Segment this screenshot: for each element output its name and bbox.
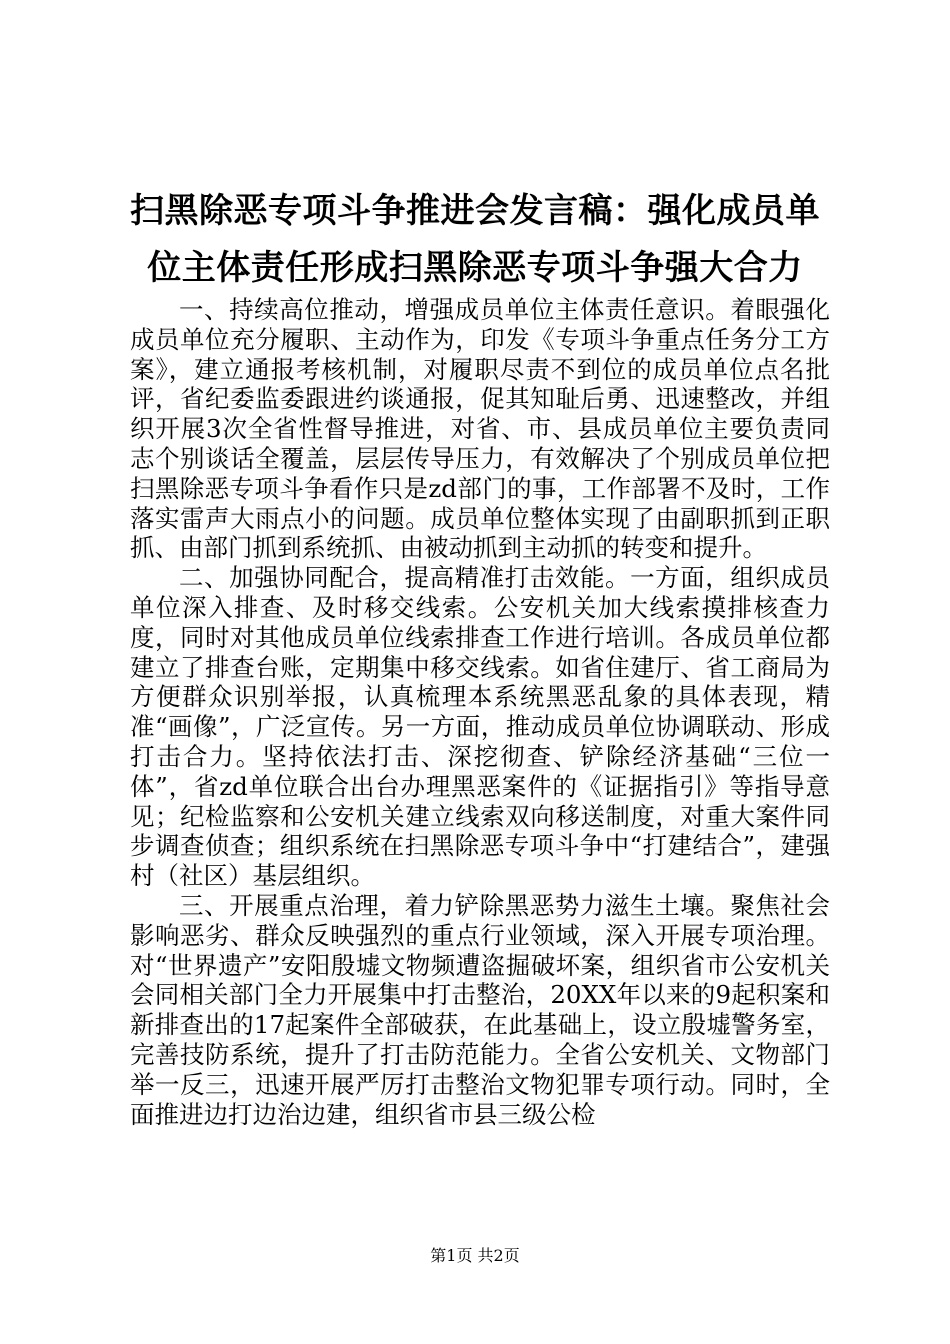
document-body bbox=[130, 295, 830, 1129]
paragraph-2: 二、加强协同配合，提高精准打击效能。一方面，组织成员单位深入排查、及时移交线索。公安机关加大线索摸排核查力度，同时对其他成员单位线索排查工作进行培训。各成员单位都建立了排查台账，定期集中移交线索。如省住建厅、省工商局为方便群众识别举报，认真梳理本系统黑恶乱象的具体表现，精准“画像”，广泛宣传。另一方面，推动成员单位协调联动、形成打击合力。坚持依法打击、深挖彻查、铲除经济基础“三位一体”，省zd单位联合出台办理黑恶案件的《证据指引》等指导意见；纪检监察和公安机关建立线索双向移送制度，对重大案件同步调查侦查；组织系统在扫黑除恶专项斗争中“打建结合”，建强村（社区）基层组织。 bbox=[130, 563, 830, 891]
paragraph-1: 一、持续高位推动，增强成员单位主体责任意识。着眼强化成员单位充分履职、主动作为，印发《专项斗争重点任务分工方案》，建立通报考核机制，对履职尽责不到位的成员单位点名批评，省纪委监委跟进约谈通报，促其知耻后勇、迅速整改，并组织开展3次全省性督导推进，对省、市、县成员单位主要负责同志个别谈话全覆盖，层层传导压力，有效解决了个别成员单位把扫黑除恶专项斗争看作只是zd部门的事，工作部署不及时，工作落实雷声大雨点小的问题。成员单位整体实现了由副职抓到正职抓、由部门抓到系统抓、由被动抓到主动抓的转变和提升。 bbox=[130, 295, 830, 563]
paragraph-3: 三、开展重点治理，着力铲除黑恶势力滋生土壤。聚焦社会影响恶劣、群众反映强烈的重点行业领域，深入开展专项治理。对“世界遗产”安阳殷墟文物频遭盗掘破坏案，组织省市公安机关会同相关部门全力开展集中打击整治，20XX年以来的9起积案和新排查出的17起案件全部破获，在此基础上，设立殷墟警务室，完善技防系统，提升了打击防范能力。全省公安机关、文物部门举一反三，迅速开展严厉打击整治文物犯罪专项行动。同时，全面推进边打边治边建，组织省市县三级公检 bbox=[130, 890, 830, 1129]
title-line-1: 扫黑除恶专项斗争推进会发言稿：强化成员单 bbox=[130, 191, 820, 231]
document-title bbox=[100, 183, 850, 297]
title-line-2: 位主体责任形成扫黑除恶专项斗争强大合力 bbox=[147, 248, 803, 288]
page-number-footer: 第1页 共2页 bbox=[430, 1246, 520, 1265]
